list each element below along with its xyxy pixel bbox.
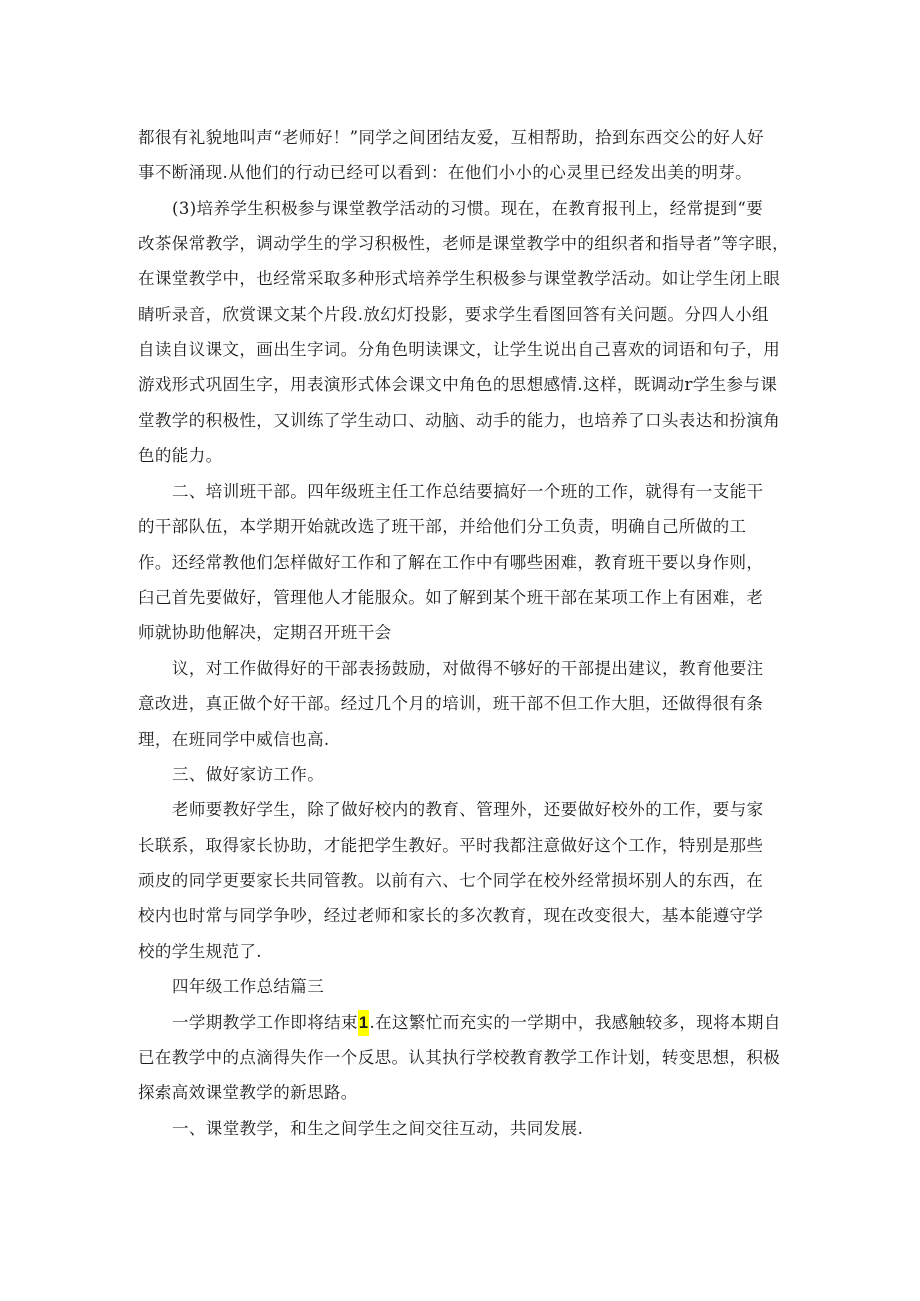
text-line-11: 二、培训班干部。四年级班主任工作总结要搞好一个班的工作，就得有一支能干 (172, 482, 764, 501)
text-line-3: (3)培养学生积极参与课堂教学活动的习惯。现在，在教育报刊上，经常提到“要 (172, 199, 764, 218)
text-line-9: 堂教学的积极性，又训练了学生动口、动脑、动手的能力，也培养了口头表达和扮演角 (138, 411, 781, 430)
text-line-2: 事不断涌现.从他们的行动已经可以看到：在他们小小的心灵里已经发出美的明芽。 (138, 163, 753, 182)
text-line-23: 校内也时常与同学争吵，经过老师和家长的多次教育，现在改变很大，基本能遵守学 (138, 906, 764, 925)
text-line-5: 在课堂教学中，也经常采取多种形式培养学生积极参与课堂教学活动。如让学生闭上眼 (138, 269, 781, 288)
text-line-10: 色的能力。 (138, 446, 223, 465)
text-line-15: 师就协助他解决，定期召开班干会 (138, 623, 392, 642)
text-line-7: 自读自议课文，画出生字词。分角色明读课文，让学生说出自己喜欢的词语和句子，用 (138, 340, 781, 359)
text-line-29: 一、课堂教学，和生之间学生之间交往互动，共同发展. (172, 1119, 584, 1138)
section-heading: 四年级工作总结篇三 (172, 977, 325, 996)
text-line-19: 三、做好家访工作。 (172, 765, 325, 784)
text-line-20: 老师要教好学生，除了做好校内的教育、管理外，还要做好校外的工作，要与家 (172, 800, 764, 819)
text-line-26 (172, 1013, 781, 1033)
text-line-14: 臼己首先要做好，管理他人才能服众。如了解到某个班干部在某项工作上有困难，老 (138, 588, 764, 607)
text-line-21: 长联系，取得家长协助，才能把学生教好。平时我都注意做好这个工作，特别是那些 (138, 836, 764, 855)
text-line-18: 理，在班同学中威信也高. (138, 730, 330, 749)
text-segment: .在这繁忙而充实的一学期中，我感触较多，现将本期自 (369, 1013, 781, 1032)
text-line-8: 游戏形式巩固生字，用表演形式体会课文中角色的思想感情.这样，既调动r学生参与课 (138, 375, 778, 394)
text-line-17: 意改进，真正做个好干部。经过几个月的培训，班干部不但工作大胆，还做得很有条 (138, 694, 764, 713)
text-line-6: 睛听录音，欣赏课文某个片段.放幻灯投影，要求学生看图回答有关问题。分四人小组 (138, 305, 769, 324)
text-segment: 一学期教学工作即将结束 (172, 1013, 358, 1032)
text-line-27: 已在教学中的点滴得失作一个反思。认其执行学校教育教学工作计划，转变思想，积极 (138, 1048, 781, 1067)
text-line-28: 探索高效课堂教学的新思路。 (138, 1083, 358, 1102)
highlighted-number: 1 (358, 1010, 370, 1036)
text-line-22: 顽皮的同学更要家长共同管教。以前有六、七个同学在校外经常损坏别人的东西，在 (138, 871, 764, 890)
text-line-12: 的干部队伍，本学期开始就改选了班干部，并给他们分工负责，明确自己所做的工 (138, 517, 747, 536)
text-line-16: 议，对工作做得好的干部表扬鼓励，对做得不够好的干部提出建议，教育他要注 (172, 659, 764, 678)
text-line-24: 校的学生规范了. (138, 942, 262, 961)
text-line-13: 作。还经常教他们怎样做好工作和了解在工作中有哪些困难，教育班干要以身作则， (138, 553, 764, 572)
text-line-1: 都很有礼貌地叫声“老师好！”同学之间团结友爱，互相帮助，拾到东西交公的好人好 (138, 128, 765, 147)
text-line-4: 改茶保常教学，调动学生的学习积极性，老师是课堂教学中的组织者和指导者”等字眼， (138, 234, 790, 253)
